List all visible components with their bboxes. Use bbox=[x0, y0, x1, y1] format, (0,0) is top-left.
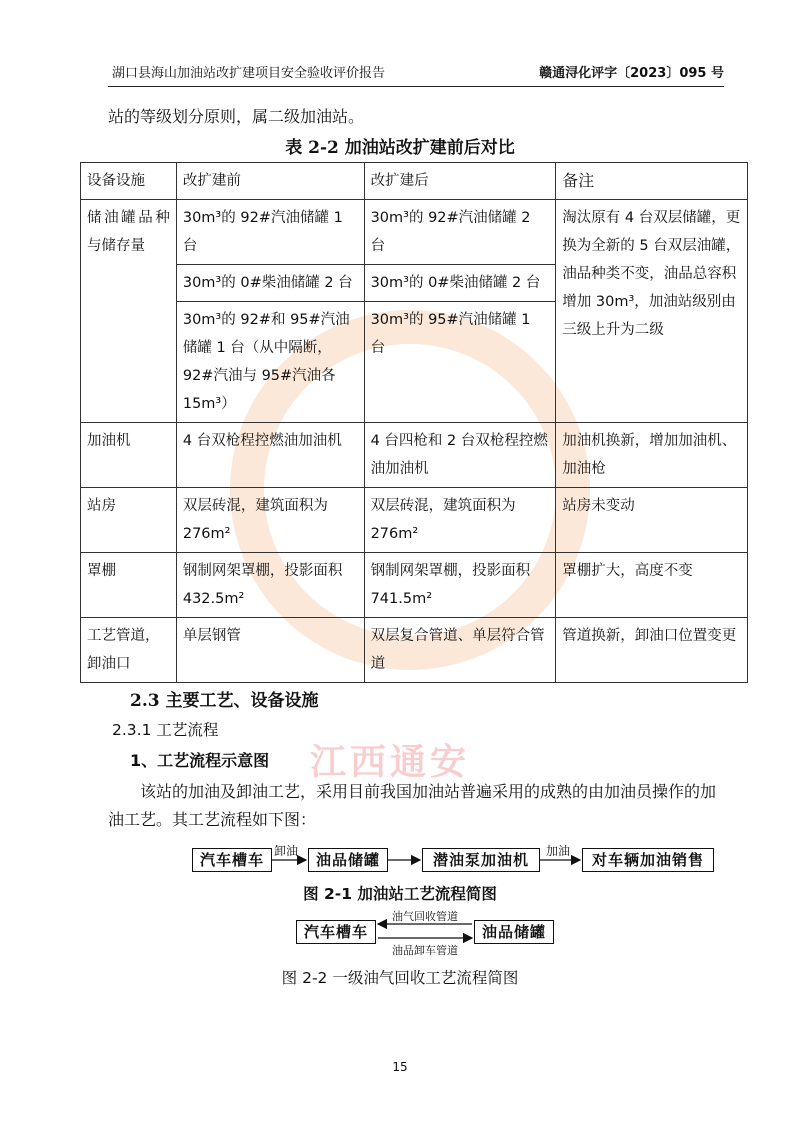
table-header-cell: 改扩建前 bbox=[176, 163, 364, 200]
table-cell-label: 站房 bbox=[81, 488, 177, 553]
flow2-label-unload: 油品卸车管道 bbox=[392, 944, 458, 957]
table-cell: 30m³的 92#汽油储罐 1 台 bbox=[176, 200, 364, 265]
table-cell: 4 台双枪程控燃油加油机 bbox=[176, 423, 364, 488]
flow-box-sales: 对车辆加油销售 bbox=[582, 848, 714, 872]
table-cell-note: 站房未变动 bbox=[556, 488, 748, 553]
table-cell: 单层钢管 bbox=[176, 618, 364, 683]
flow-box-tanker: 汽车槽车 bbox=[192, 848, 272, 872]
page-number: 15 bbox=[392, 1060, 408, 1074]
flow-box-dispenser: 潜油泵加油机 bbox=[422, 848, 540, 872]
flow-box-storage-tank: 油品储罐 bbox=[308, 848, 388, 872]
sub-subsection-heading: 1、工艺流程示意图 bbox=[130, 751, 270, 770]
section-heading: 2.3 主要工艺、设备设施 bbox=[130, 691, 319, 711]
table-cell: 30m³的 92#汽油储罐 2 台 bbox=[364, 200, 556, 265]
flow-label-refuel: 加油 bbox=[546, 844, 571, 858]
table-cell: 钢制网架罩棚，投影面积 741.5m² bbox=[364, 553, 556, 618]
header-doc-number: 赣通浔化评字〔2023〕095 号 bbox=[539, 66, 724, 81]
table-header-cell: 改扩建后 bbox=[364, 163, 556, 200]
table-cell-note: 罩棚扩大，高度不变 bbox=[556, 553, 748, 618]
table-cell: 钢制网架罩棚，投影面积 432.5m² bbox=[176, 553, 364, 618]
figure-caption-2: 图 2-2 一级油气回收工艺流程简图 bbox=[281, 969, 519, 987]
table-cell-note: 加油机换新，增加加油机、加油枪 bbox=[556, 423, 748, 488]
table-cell-note: 管道换新，卸油口位置变更 bbox=[556, 618, 748, 683]
table-cell: 双层复合管道、单层符合管道 bbox=[364, 618, 556, 683]
table-cell-note: 淘汰原有 4 台双层储罐，更换为全新的 5 台双层油罐，油品种类不变，油品总容积增加 30m³，加油站级别由三级上升为二级 bbox=[556, 200, 748, 423]
table-cell: 30m³的 95#汽油储罐 1 台 bbox=[364, 302, 556, 423]
header-title: 湖口县海山加油站改扩建项目安全验收评价报告 bbox=[112, 66, 386, 81]
flow-label-unload: 卸油 bbox=[274, 844, 299, 858]
flow2-label-vapor: 油气回收管道 bbox=[392, 910, 458, 923]
table-cell-label: 罩棚 bbox=[81, 553, 177, 618]
table-header-cell: 备注 bbox=[556, 163, 748, 200]
flow2-box-tanker: 汽车槽车 bbox=[296, 920, 376, 944]
table-cell: 双层砖混，建筑面积为 276m² bbox=[364, 488, 556, 553]
table-cell: 30m³的 92#和 95#汽油储罐 1 台（从中隔断，92#汽油与 95#汽油各 15m³） bbox=[176, 302, 364, 423]
table-cell-label: 工艺管道，卸油口 bbox=[81, 618, 177, 683]
flow2-box-storage-tank: 油品储罐 bbox=[474, 920, 554, 944]
table-header-cell: 设备设施 bbox=[81, 163, 177, 200]
intro-line: 站的等级划分原则，属二级加油站。 bbox=[108, 107, 365, 126]
figure-caption-1: 图 2-1 加油站工艺流程简图 bbox=[303, 885, 497, 903]
body-paragraph: 该站的加油及卸油工艺，采用目前我国加油站普遍采用的成熟的由加油员操作的加油工艺。其工艺流程如下图： bbox=[108, 782, 717, 829]
table-title: 表 2-2 加油站改扩建前后对比 bbox=[285, 138, 515, 158]
table-cell: 双层砖混，建筑面积为 276m² bbox=[176, 488, 364, 553]
table-cell: 4 台四枪和 2 台双枪程控燃油加油机 bbox=[364, 423, 556, 488]
table-cell: 30m³的 0#柴油储罐 2 台 bbox=[364, 265, 556, 302]
table-cell-label: 加油机 bbox=[81, 423, 177, 488]
watermark-text: 江西通安 bbox=[310, 742, 471, 783]
table-cell-label: 储油罐品种与储存量 bbox=[81, 200, 177, 423]
subsection-heading: 2.3.1 工艺流程 bbox=[112, 721, 219, 739]
table-cell: 30m³的 0#柴油储罐 2 台 bbox=[176, 265, 364, 302]
